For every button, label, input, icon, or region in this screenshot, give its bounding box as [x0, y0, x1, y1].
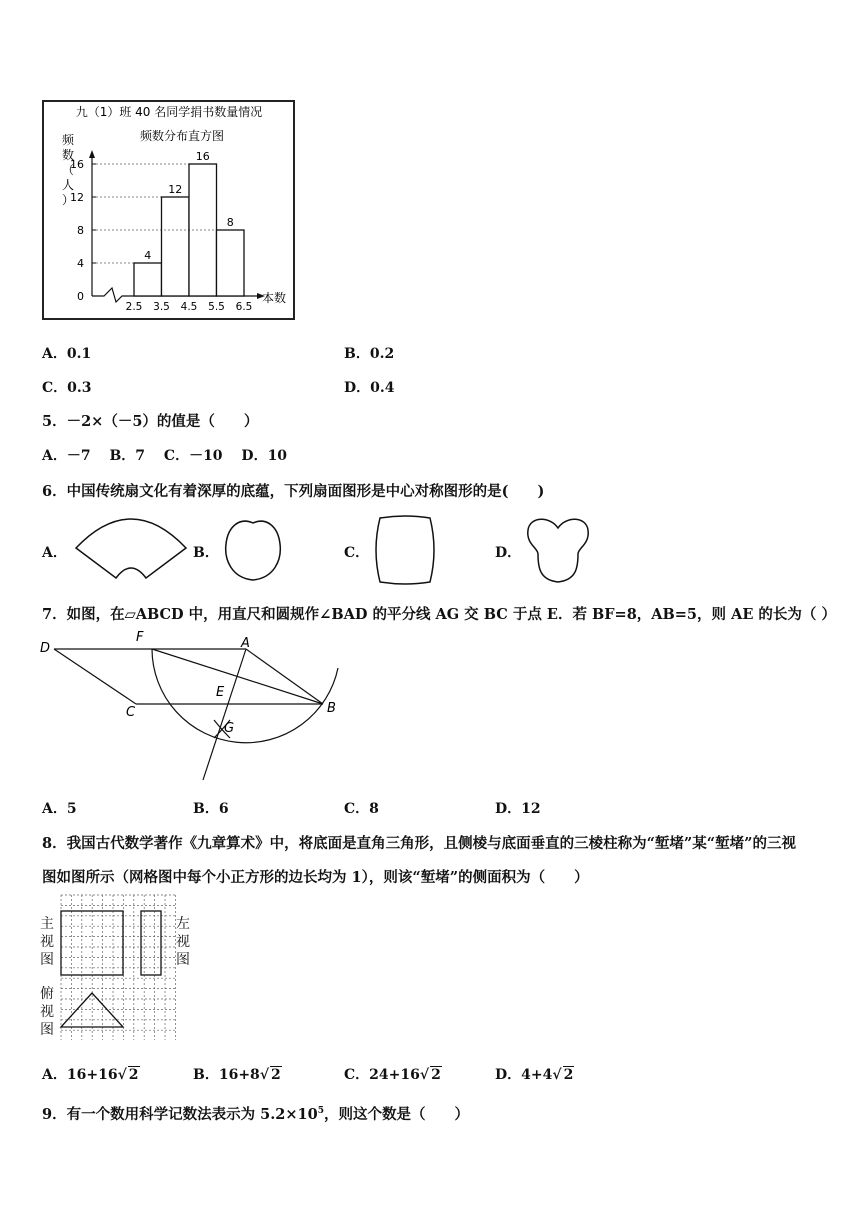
fan-shape-b: [222, 514, 284, 584]
sqrt-symbol: √: [419, 1067, 430, 1083]
point-label-f: F: [136, 630, 144, 645]
point-label-c: C: [126, 705, 136, 720]
q9-stem-text: 9．有一个数用科学记数法表示为 5.2×10: [42, 1106, 318, 1123]
bar-value-label: 4: [144, 249, 152, 262]
q4-option-a[interactable]: [42, 343, 91, 363]
top-view-char: 视: [40, 1004, 54, 1020]
fan-shape-c: [372, 514, 438, 586]
radicand: 2: [271, 1067, 281, 1083]
x-tick-label: 4.5: [180, 301, 198, 313]
q4-option-d[interactable]: [344, 377, 395, 397]
y-tick-label: 12: [70, 191, 84, 204]
main-view-char: 视: [40, 934, 54, 950]
option-text: 8: [369, 801, 379, 817]
top-view-char: 图: [40, 1022, 54, 1038]
q6-label-c[interactable]: C．: [344, 545, 370, 561]
option-letter: C．: [344, 801, 370, 817]
q6-label-d[interactable]: D．: [495, 545, 522, 561]
x-axis-label: 本数: [262, 291, 287, 305]
top-view-char: 俯: [40, 986, 54, 1002]
option-text: 4+4: [521, 1067, 553, 1083]
histogram-title-2: 频数分布直方图: [139, 129, 225, 143]
q7-option-a[interactable]: [42, 798, 77, 818]
main-view-label: [40, 915, 54, 969]
x-tick-label: 5.5: [208, 301, 225, 313]
point-label-d: D: [40, 641, 51, 656]
option-text: 12: [521, 801, 541, 817]
point-label-b: B: [327, 701, 336, 716]
option-text: 0.1: [66, 346, 92, 362]
fan-shape-a: [72, 512, 190, 584]
q7-option-c[interactable]: [344, 798, 379, 818]
left-view-char: 图: [176, 952, 190, 968]
option-text: 6: [218, 801, 229, 817]
y-tick-label: 16: [70, 158, 84, 171]
left-view-char: 左: [176, 916, 190, 932]
q8-option-a[interactable]: [42, 1064, 140, 1084]
point-label-g: G: [224, 721, 235, 736]
bar-value-label: 16: [195, 150, 210, 163]
option-text: 0.3: [67, 380, 92, 396]
y-tick-label: 0: [77, 290, 84, 303]
radicand: 2: [431, 1067, 441, 1083]
left-view-label: [176, 915, 190, 969]
bar-value-label: 8: [226, 216, 234, 229]
bar-value-label: 12: [168, 183, 183, 196]
histogram-figure: [42, 100, 296, 322]
histogram-bar: [162, 197, 190, 296]
x-tick-label: 6.5: [235, 301, 253, 313]
option-letter: D．: [495, 801, 522, 817]
point-label-a: A: [241, 636, 250, 651]
radicand: 2: [563, 1067, 574, 1083]
option-text: 5: [66, 801, 77, 817]
sqrt-symbol: √: [117, 1067, 127, 1083]
q6-label-b[interactable]: B．: [193, 545, 219, 561]
q9-stem: [42, 1103, 469, 1124]
top-view-label: [40, 985, 54, 1039]
x-tick-label: 3.5: [153, 301, 170, 313]
q8-option-d[interactable]: [495, 1064, 574, 1084]
x-tick-label: 2.5: [125, 301, 143, 313]
y-axis-label: 频数（人）: [62, 133, 75, 207]
option-letter: A．: [42, 801, 67, 817]
q4-option-b[interactable]: [344, 343, 394, 363]
parallelogram-figure: [40, 628, 345, 783]
q7-stem: 7．如图，在▱ABCD 中，用直尺和圆规作∠BAD 的平分线 AG 交 BC 于点 E．若 BF=8，AB=5，则 AE 的长为（ ）: [42, 606, 836, 623]
q5-stem: 5．－2×（－5）的值是（ ）: [42, 413, 259, 430]
q7-option-b[interactable]: [193, 798, 229, 818]
histogram-title-1: 九（1）班 40 名同学捐书数量情况: [75, 105, 263, 119]
option-letter: C．: [344, 1067, 370, 1083]
q4-option-c[interactable]: [42, 377, 92, 397]
y-tick-label: 4: [77, 257, 84, 270]
radicand: 2: [128, 1067, 139, 1083]
option-text: 16+16: [66, 1067, 118, 1083]
histogram-bar: [134, 263, 162, 296]
option-letter: D．: [344, 380, 371, 396]
histogram-bar: [217, 230, 245, 296]
main-view-char: 图: [40, 952, 54, 968]
q7-option-d[interactable]: [495, 798, 541, 818]
q5-options[interactable]: A．－7 B．7 C．－10 D．10: [42, 448, 288, 464]
fan-shape-d: [524, 514, 592, 586]
option-letter: C．: [42, 380, 68, 396]
point-label-e: E: [216, 685, 225, 700]
q8-stem-line2: 图如图所示（网格图中每个小正方形的边长均为 1），则该“堑堵”的侧面积为（ ）: [42, 869, 589, 886]
option-letter: B．: [344, 346, 370, 362]
q8-stem-line1: 8．我国古代数学著作《九章算术》中，将底面是直角三角形，且侧棱与底面垂直的三棱柱称为“堑堵”某“堑堵”的三视: [42, 835, 796, 852]
option-text: 0.2: [369, 346, 395, 362]
main-view-char: 主: [40, 916, 54, 932]
option-letter: B．: [193, 1067, 219, 1083]
q9-exponent: 5: [317, 1106, 324, 1117]
option-text: 24+16: [369, 1067, 420, 1083]
sqrt-symbol: √: [552, 1067, 562, 1083]
option-letter: A．: [42, 346, 67, 362]
q6-label-a[interactable]: A．: [42, 545, 67, 561]
left-view-char: 视: [176, 934, 190, 950]
y-tick-label: 8: [77, 224, 84, 237]
option-letter: B．: [193, 801, 219, 817]
q9-stem-tail: ，则这个数是（ ）: [323, 1106, 469, 1123]
option-letter: D．: [495, 1067, 522, 1083]
q6-stem: 6．中国传统扇文化有着深厚的底蕴，下列扇面图形是中心对称图形的是( ): [42, 483, 545, 500]
option-letter: A．: [42, 1067, 67, 1083]
q8-option-b[interactable]: [193, 1064, 282, 1084]
option-text: 0.4: [370, 380, 395, 396]
sqrt-symbol: √: [259, 1067, 270, 1083]
q8-option-c[interactable]: [344, 1064, 442, 1084]
option-text: 16+8: [218, 1067, 260, 1083]
